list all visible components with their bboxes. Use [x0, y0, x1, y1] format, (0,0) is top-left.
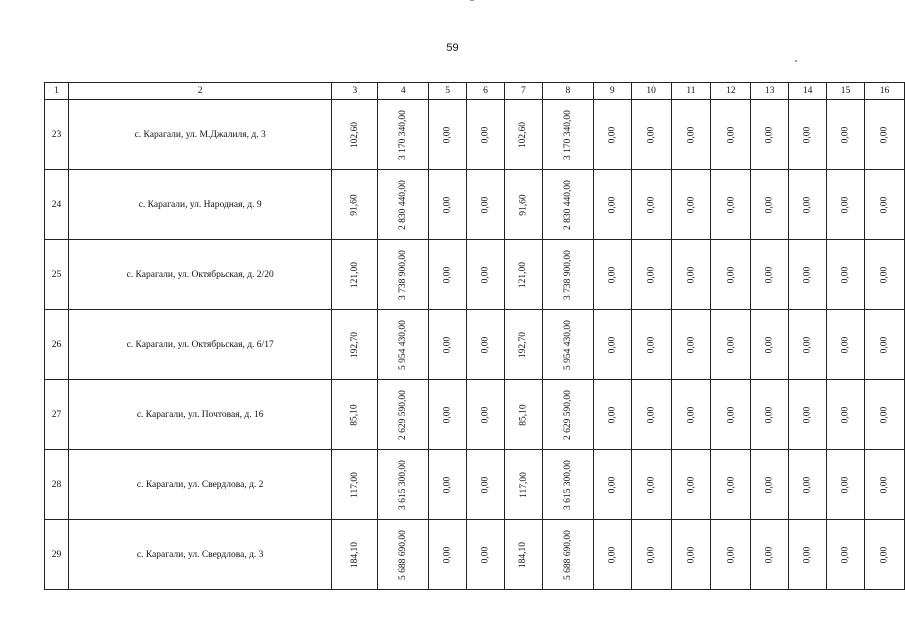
cell-value: 0,00	[802, 546, 813, 563]
value-cell-11	[671, 170, 711, 240]
cell-value: 0,00	[646, 476, 657, 493]
value-cell-13	[751, 520, 789, 590]
value-cell-8	[542, 170, 593, 240]
table-row	[45, 310, 905, 380]
cell-value: 0,00	[685, 476, 696, 493]
cell-value: 0,00	[646, 266, 657, 283]
address-cell: с. Карагали, ул. Октябрьская, д. 6/17	[68, 310, 331, 380]
cell-value: 0,00	[646, 406, 657, 423]
column-header-5: 5	[429, 83, 467, 100]
value-cell-15	[827, 100, 865, 170]
value-cell-8	[542, 240, 593, 310]
value-cell-5	[429, 520, 467, 590]
value-cell-8	[542, 310, 593, 380]
value-cell-6	[467, 310, 505, 380]
cell-value: 0,00	[442, 406, 453, 423]
cell-value: 0,00	[764, 266, 775, 283]
value-cell-4	[378, 450, 429, 520]
column-header-16: 16	[864, 83, 904, 100]
value-cell-10	[631, 380, 671, 450]
header-row	[45, 83, 905, 100]
cell-value: 0,00	[442, 126, 453, 143]
value-cell-6	[467, 170, 505, 240]
cell-value: 0,00	[442, 196, 453, 213]
cell-value: 0,00	[480, 476, 491, 493]
value-cell-15	[827, 450, 865, 520]
column-header-1: 1	[45, 83, 69, 100]
cell-value: 0,00	[685, 336, 696, 353]
cell-value: 0,00	[607, 476, 618, 493]
cell-value: 192,70	[518, 331, 529, 358]
cell-value: 0,00	[840, 266, 851, 283]
value-cell-3	[332, 310, 378, 380]
cell-value: 117,00	[349, 471, 360, 498]
value-cell-5	[429, 240, 467, 310]
value-cell-8	[542, 450, 593, 520]
value-cell-10	[631, 100, 671, 170]
cell-value: 0,00	[607, 546, 618, 563]
value-cell-12	[711, 100, 751, 170]
value-cell-15	[827, 170, 865, 240]
cell-value: 117,00	[518, 471, 529, 498]
value-cell-13	[751, 380, 789, 450]
cell-value: 0,00	[646, 546, 657, 563]
cell-value: 0,00	[840, 476, 851, 493]
cell-value: 0,00	[442, 476, 453, 493]
cell-value: 0,00	[840, 126, 851, 143]
value-cell-3	[332, 380, 378, 450]
cell-value: 0,00	[879, 336, 890, 353]
scan-speck	[470, 0, 474, 1]
row-number: 23	[45, 100, 69, 170]
value-cell-3	[332, 100, 378, 170]
cell-value: 0,00	[725, 546, 736, 563]
value-cell-7	[504, 380, 542, 450]
table-row	[45, 380, 905, 450]
value-cell-3	[332, 450, 378, 520]
cell-value: 0,00	[685, 196, 696, 213]
value-cell-16	[864, 380, 904, 450]
column-header-14: 14	[789, 83, 827, 100]
cell-value: 0,00	[840, 196, 851, 213]
cell-value: 0,00	[879, 266, 890, 283]
cell-value: 0,00	[764, 406, 775, 423]
table-row	[45, 100, 905, 170]
cell-value: 3 170 340,00	[562, 109, 573, 160]
value-cell-13	[751, 310, 789, 380]
cell-value: 0,00	[685, 406, 696, 423]
cell-value: 0,00	[685, 546, 696, 563]
value-cell-4	[378, 240, 429, 310]
value-cell-12	[711, 310, 751, 380]
address-cell: с. Карагали, ул. Свердлова, д. 2	[68, 450, 331, 520]
cell-value: 0,00	[840, 406, 851, 423]
cell-value: 0,00	[725, 126, 736, 143]
value-cell-10	[631, 520, 671, 590]
cell-value: 0,00	[764, 336, 775, 353]
value-cell-6	[467, 240, 505, 310]
cell-value: 102,60	[349, 121, 360, 148]
cell-value: 0,00	[725, 196, 736, 213]
value-cell-5	[429, 450, 467, 520]
value-cell-13	[751, 240, 789, 310]
value-cell-4	[378, 170, 429, 240]
cell-value: 0,00	[802, 476, 813, 493]
value-cell-7	[504, 240, 542, 310]
cell-value: 0,00	[607, 126, 618, 143]
cell-value: 0,00	[607, 406, 618, 423]
value-cell-9	[593, 310, 631, 380]
value-cell-3	[332, 170, 378, 240]
value-cell-7	[504, 310, 542, 380]
cell-value: 5 688 690,00	[562, 529, 573, 580]
value-cell-15	[827, 380, 865, 450]
value-cell-15	[827, 240, 865, 310]
value-cell-6	[467, 380, 505, 450]
column-header-8: 8	[542, 83, 593, 100]
cell-value: 0,00	[480, 266, 491, 283]
cell-value: 0,00	[802, 336, 813, 353]
value-cell-9	[593, 170, 631, 240]
cell-value: 0,00	[879, 476, 890, 493]
cell-value: 121,00	[518, 261, 529, 288]
value-cell-12	[711, 520, 751, 590]
cell-value: 192,70	[349, 331, 360, 358]
cell-value: 0,00	[764, 126, 775, 143]
value-cell-11	[671, 520, 711, 590]
value-cell-6	[467, 100, 505, 170]
cell-value: 0,00	[480, 126, 491, 143]
value-cell-9	[593, 520, 631, 590]
cell-value: 0,00	[480, 406, 491, 423]
address-cell: с. Карагали, ул. М.Джалиля, д. 3	[68, 100, 331, 170]
value-cell-16	[864, 520, 904, 590]
value-cell-9	[593, 450, 631, 520]
value-cell-12	[711, 380, 751, 450]
column-header-7: 7	[504, 83, 542, 100]
cell-value: 91,60	[349, 193, 360, 216]
cell-value: 0,00	[879, 126, 890, 143]
value-cell-5	[429, 170, 467, 240]
cell-value: 0,00	[685, 126, 696, 143]
value-cell-16	[864, 240, 904, 310]
column-header-6: 6	[467, 83, 505, 100]
page-number: 59	[446, 42, 459, 54]
value-cell-3	[332, 520, 378, 590]
cell-value: 5 688 690,00	[398, 529, 409, 580]
cell-value: 0,00	[802, 406, 813, 423]
cell-value: 0,00	[685, 266, 696, 283]
row-number: 26	[45, 310, 69, 380]
value-cell-10	[631, 450, 671, 520]
cell-value: 0,00	[442, 266, 453, 283]
value-cell-3	[332, 240, 378, 310]
cell-value: 0,00	[725, 336, 736, 353]
cell-value: 0,00	[607, 336, 618, 353]
value-cell-15	[827, 310, 865, 380]
column-header-11: 11	[671, 83, 711, 100]
cell-value: 2 830 440,00	[398, 179, 409, 230]
table-row	[45, 450, 905, 520]
value-cell-5	[429, 310, 467, 380]
cell-value: 0,00	[480, 546, 491, 563]
value-cell-9	[593, 100, 631, 170]
cell-value: 0,00	[802, 266, 813, 283]
cell-value: 184,10	[518, 541, 529, 568]
value-cell-7	[504, 170, 542, 240]
cell-value: 0,00	[646, 196, 657, 213]
value-cell-4	[378, 100, 429, 170]
value-cell-16	[864, 310, 904, 380]
value-cell-15	[827, 520, 865, 590]
cell-value: 3 738 900,00	[398, 249, 409, 300]
cell-value: 0,00	[764, 546, 775, 563]
column-header-9: 9	[593, 83, 631, 100]
cell-value: 0,00	[725, 476, 736, 493]
cell-value: 85,10	[518, 403, 529, 426]
value-cell-14	[789, 380, 827, 450]
row-number: 24	[45, 170, 69, 240]
row-number: 27	[45, 380, 69, 450]
cell-value: 3 170 340,00	[398, 109, 409, 160]
cell-value: 0,00	[802, 196, 813, 213]
value-cell-4	[378, 310, 429, 380]
cell-value: 0,00	[840, 546, 851, 563]
cell-value: 85,10	[349, 403, 360, 426]
value-cell-8	[542, 100, 593, 170]
address-cell: с. Карагали, ул. Свердлова, д. 3	[68, 520, 331, 590]
cell-value: 3 615 300,00	[398, 459, 409, 510]
row-number: 29	[45, 520, 69, 590]
value-cell-16	[864, 170, 904, 240]
value-cell-8	[542, 520, 593, 590]
cell-value: 2 629 590,00	[398, 389, 409, 440]
value-cell-14	[789, 240, 827, 310]
address-cell: с. Карагали, ул. Октябрьская, д. 2/20	[68, 240, 331, 310]
value-cell-14	[789, 170, 827, 240]
table-row	[45, 240, 905, 310]
table-row	[45, 520, 905, 590]
cell-value: 0,00	[442, 336, 453, 353]
value-cell-9	[593, 240, 631, 310]
cell-value: 184,10	[349, 541, 360, 568]
value-cell-8	[542, 380, 593, 450]
value-cell-10	[631, 170, 671, 240]
value-cell-5	[429, 380, 467, 450]
value-cell-14	[789, 100, 827, 170]
cell-value: 0,00	[607, 266, 618, 283]
cell-value: 0,00	[879, 196, 890, 213]
cell-value: 2 629 590,00	[562, 389, 573, 440]
value-cell-12	[711, 450, 751, 520]
cell-value: 0,00	[879, 406, 890, 423]
value-cell-14	[789, 450, 827, 520]
column-header-12: 12	[711, 83, 751, 100]
column-header-15: 15	[827, 83, 865, 100]
cell-value: 0,00	[442, 546, 453, 563]
cell-value: 0,00	[646, 336, 657, 353]
cell-value: 0,00	[725, 406, 736, 423]
value-cell-12	[711, 170, 751, 240]
cell-value: 0,00	[480, 336, 491, 353]
data-table	[44, 82, 905, 590]
cell-value: 91,60	[518, 193, 529, 216]
value-cell-7	[504, 450, 542, 520]
column-header-4: 4	[378, 83, 429, 100]
value-cell-4	[378, 380, 429, 450]
cell-value: 0,00	[764, 196, 775, 213]
value-cell-13	[751, 450, 789, 520]
table-row	[45, 170, 905, 240]
cell-value: 0,00	[879, 546, 890, 563]
cell-value: 3 615 300,00	[562, 459, 573, 510]
cell-value: 0,00	[802, 126, 813, 143]
row-number: 28	[45, 450, 69, 520]
cell-value: 0,00	[840, 336, 851, 353]
address-cell: с. Карагали, ул. Почтовая, д. 16	[68, 380, 331, 450]
value-cell-11	[671, 450, 711, 520]
cell-value: 2 830 440,00	[562, 179, 573, 230]
cell-value: 5 954 430,00	[398, 319, 409, 370]
cell-value: 0,00	[725, 266, 736, 283]
value-cell-16	[864, 450, 904, 520]
value-cell-6	[467, 450, 505, 520]
address-cell: с. Карагали, ул. Народная, д. 9	[68, 170, 331, 240]
value-cell-6	[467, 520, 505, 590]
cell-value: 121,00	[349, 261, 360, 288]
value-cell-9	[593, 380, 631, 450]
cell-value: 0,00	[480, 196, 491, 213]
cell-value: 0,00	[646, 126, 657, 143]
value-cell-14	[789, 310, 827, 380]
value-cell-13	[751, 100, 789, 170]
cell-value: 3 738 900,00	[562, 249, 573, 300]
value-cell-11	[671, 240, 711, 310]
cell-value: 5 954 430,00	[562, 319, 573, 370]
value-cell-10	[631, 310, 671, 380]
value-cell-12	[711, 240, 751, 310]
column-header-3: 3	[332, 83, 378, 100]
column-header-13: 13	[751, 83, 789, 100]
value-cell-16	[864, 100, 904, 170]
value-cell-14	[789, 520, 827, 590]
column-header-2: 2	[68, 83, 331, 100]
column-header-10: 10	[631, 83, 671, 100]
scan-speck	[795, 60, 797, 62]
value-cell-11	[671, 310, 711, 380]
value-cell-13	[751, 170, 789, 240]
value-cell-7	[504, 520, 542, 590]
value-cell-7	[504, 100, 542, 170]
value-cell-10	[631, 240, 671, 310]
cell-value: 102,60	[518, 121, 529, 148]
cell-value: 0,00	[607, 196, 618, 213]
value-cell-11	[671, 100, 711, 170]
value-cell-5	[429, 100, 467, 170]
cell-value: 0,00	[764, 476, 775, 493]
value-cell-11	[671, 380, 711, 450]
row-number: 25	[45, 240, 69, 310]
value-cell-4	[378, 520, 429, 590]
